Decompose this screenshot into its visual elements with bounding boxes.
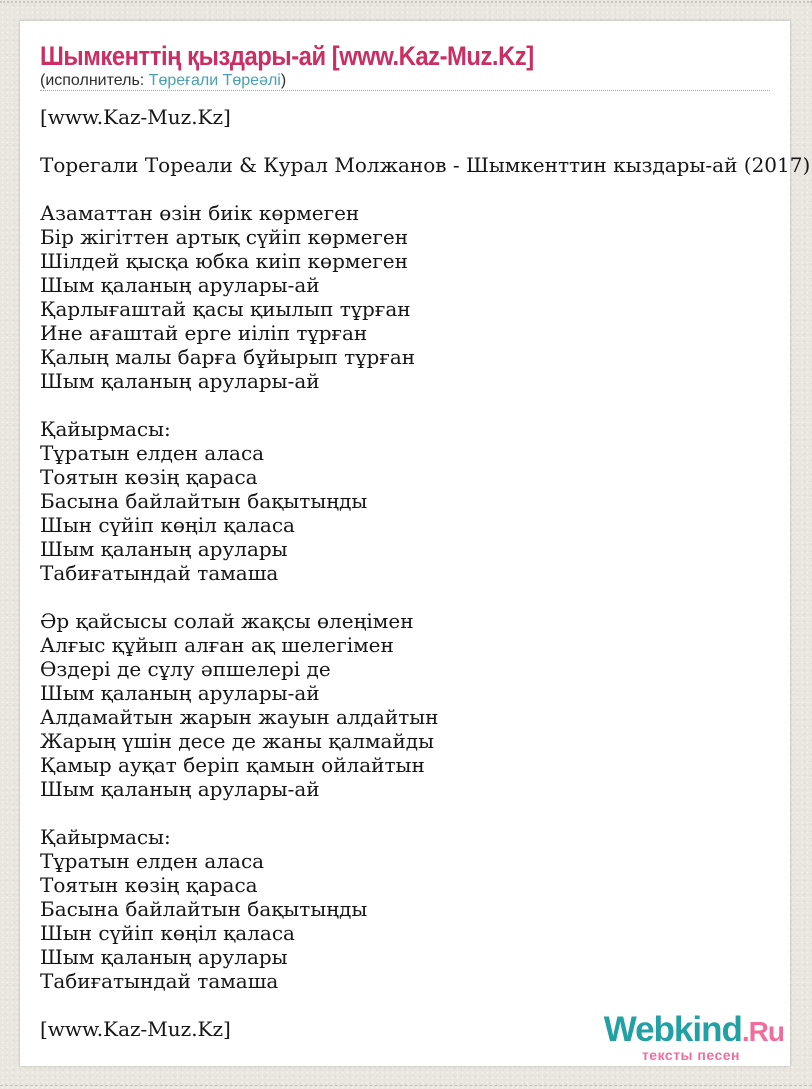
lyric-line: Азаматтан өзін биік көрмеген	[40, 201, 360, 225]
lyric-line: Шын сүйіп көңіл қаласа	[40, 513, 295, 537]
top-divider	[0, 1, 812, 3]
performer-close-paren: )	[280, 72, 287, 89]
lyric-line	[40, 585, 770, 609]
lyric-line: Алғыс құйып алған ақ шелегімен	[40, 633, 394, 657]
lyric-line: Тұратын елден аласа	[40, 441, 265, 465]
lyric-line: Шым қаланың арулары-ай	[40, 777, 320, 801]
lyric-line: Қайырмасы:	[40, 825, 171, 849]
lyric-line: [www.Kaz-Muz.Kz]	[40, 105, 231, 129]
lyric-line: Өздері де сұлу әпшелері де	[40, 657, 331, 681]
lyric-line: Торегали Тореали & Курал Молжанов - Шымкенттин кыздары-ай (2017)	[40, 153, 811, 177]
lyric-line: Басына байлайтын бақытыңды	[40, 489, 368, 513]
lyric-line: Тоятын көзің қараса	[40, 873, 258, 897]
lyric-line: Қамыр ауқат беріп қамын ойлайтын	[40, 753, 425, 777]
lyric-line: Басына байлайтын бақытыңды	[40, 897, 368, 921]
lyric-line: Алдамайтын жарын жауын алдайтын	[40, 705, 439, 729]
lyric-line: Қайырмасы:	[40, 417, 171, 441]
webkind-logo[interactable]	[603, 1010, 784, 1063]
lyric-line: Әр қайсысы солай жақсы өлеңімен	[40, 609, 414, 633]
content-card	[20, 21, 811, 1066]
lyrics-text	[40, 105, 811, 1041]
lyric-line: Шым қаланың арулары-ай	[40, 273, 320, 297]
lyric-line	[40, 177, 770, 201]
lyric-line: Шым қаланың арулары	[40, 537, 288, 561]
performer-link[interactable]: Төреғали Төреәлі	[148, 72, 281, 89]
lyric-line	[40, 129, 770, 153]
lyric-line: Қалың малы барға бұйырып тұрған	[40, 345, 416, 369]
lyric-line: Тұратын елден аласа	[40, 849, 265, 873]
lyric-line	[40, 801, 770, 825]
page-title: Шымкенттің қыздары-ай [www.Kaz-Muz.Kz]	[40, 41, 534, 71]
lyric-line: [www.Kaz-Muz.Kz]	[40, 1017, 231, 1041]
performer-label: (исполнитель:	[40, 72, 149, 89]
webkind-logo-domain: .Ru	[741, 1016, 784, 1047]
webkind-logo-tagline: тексты песен	[641, 1047, 740, 1063]
lyric-line: Қарлығаштай қасы қиылып тұрған	[40, 297, 411, 321]
lyric-line: Бір жігіттен артық сүйіп көрмеген	[40, 225, 409, 249]
lyric-line: Шілдей қысқа юбка киіп көрмеген	[40, 249, 408, 273]
lyric-line: Шым қаланың арулары-ай	[40, 369, 320, 393]
lyric-line: Шым қаланың арулары-ай	[40, 681, 320, 705]
lyric-line: Тоятын көзің қараса	[40, 465, 258, 489]
lyric-line: Жарың үшін десе де жаны қалмайды	[40, 729, 435, 753]
lyric-line: Табиғатындай тамаша	[40, 561, 279, 585]
lyric-line: Шым қаланың арулары	[40, 945, 288, 969]
lyric-line: Табиғатындай тамаша	[40, 969, 279, 993]
webkind-logo-name: Webkind	[603, 1010, 742, 1049]
lyric-line	[40, 393, 770, 417]
performer-line	[40, 71, 770, 91]
lyric-line: Ине ағаштай ерге иіліп тұрған	[40, 321, 368, 345]
bottom-divider	[0, 1085, 812, 1086]
lyric-line: Шын сүйіп көңіл қаласа	[40, 921, 295, 945]
